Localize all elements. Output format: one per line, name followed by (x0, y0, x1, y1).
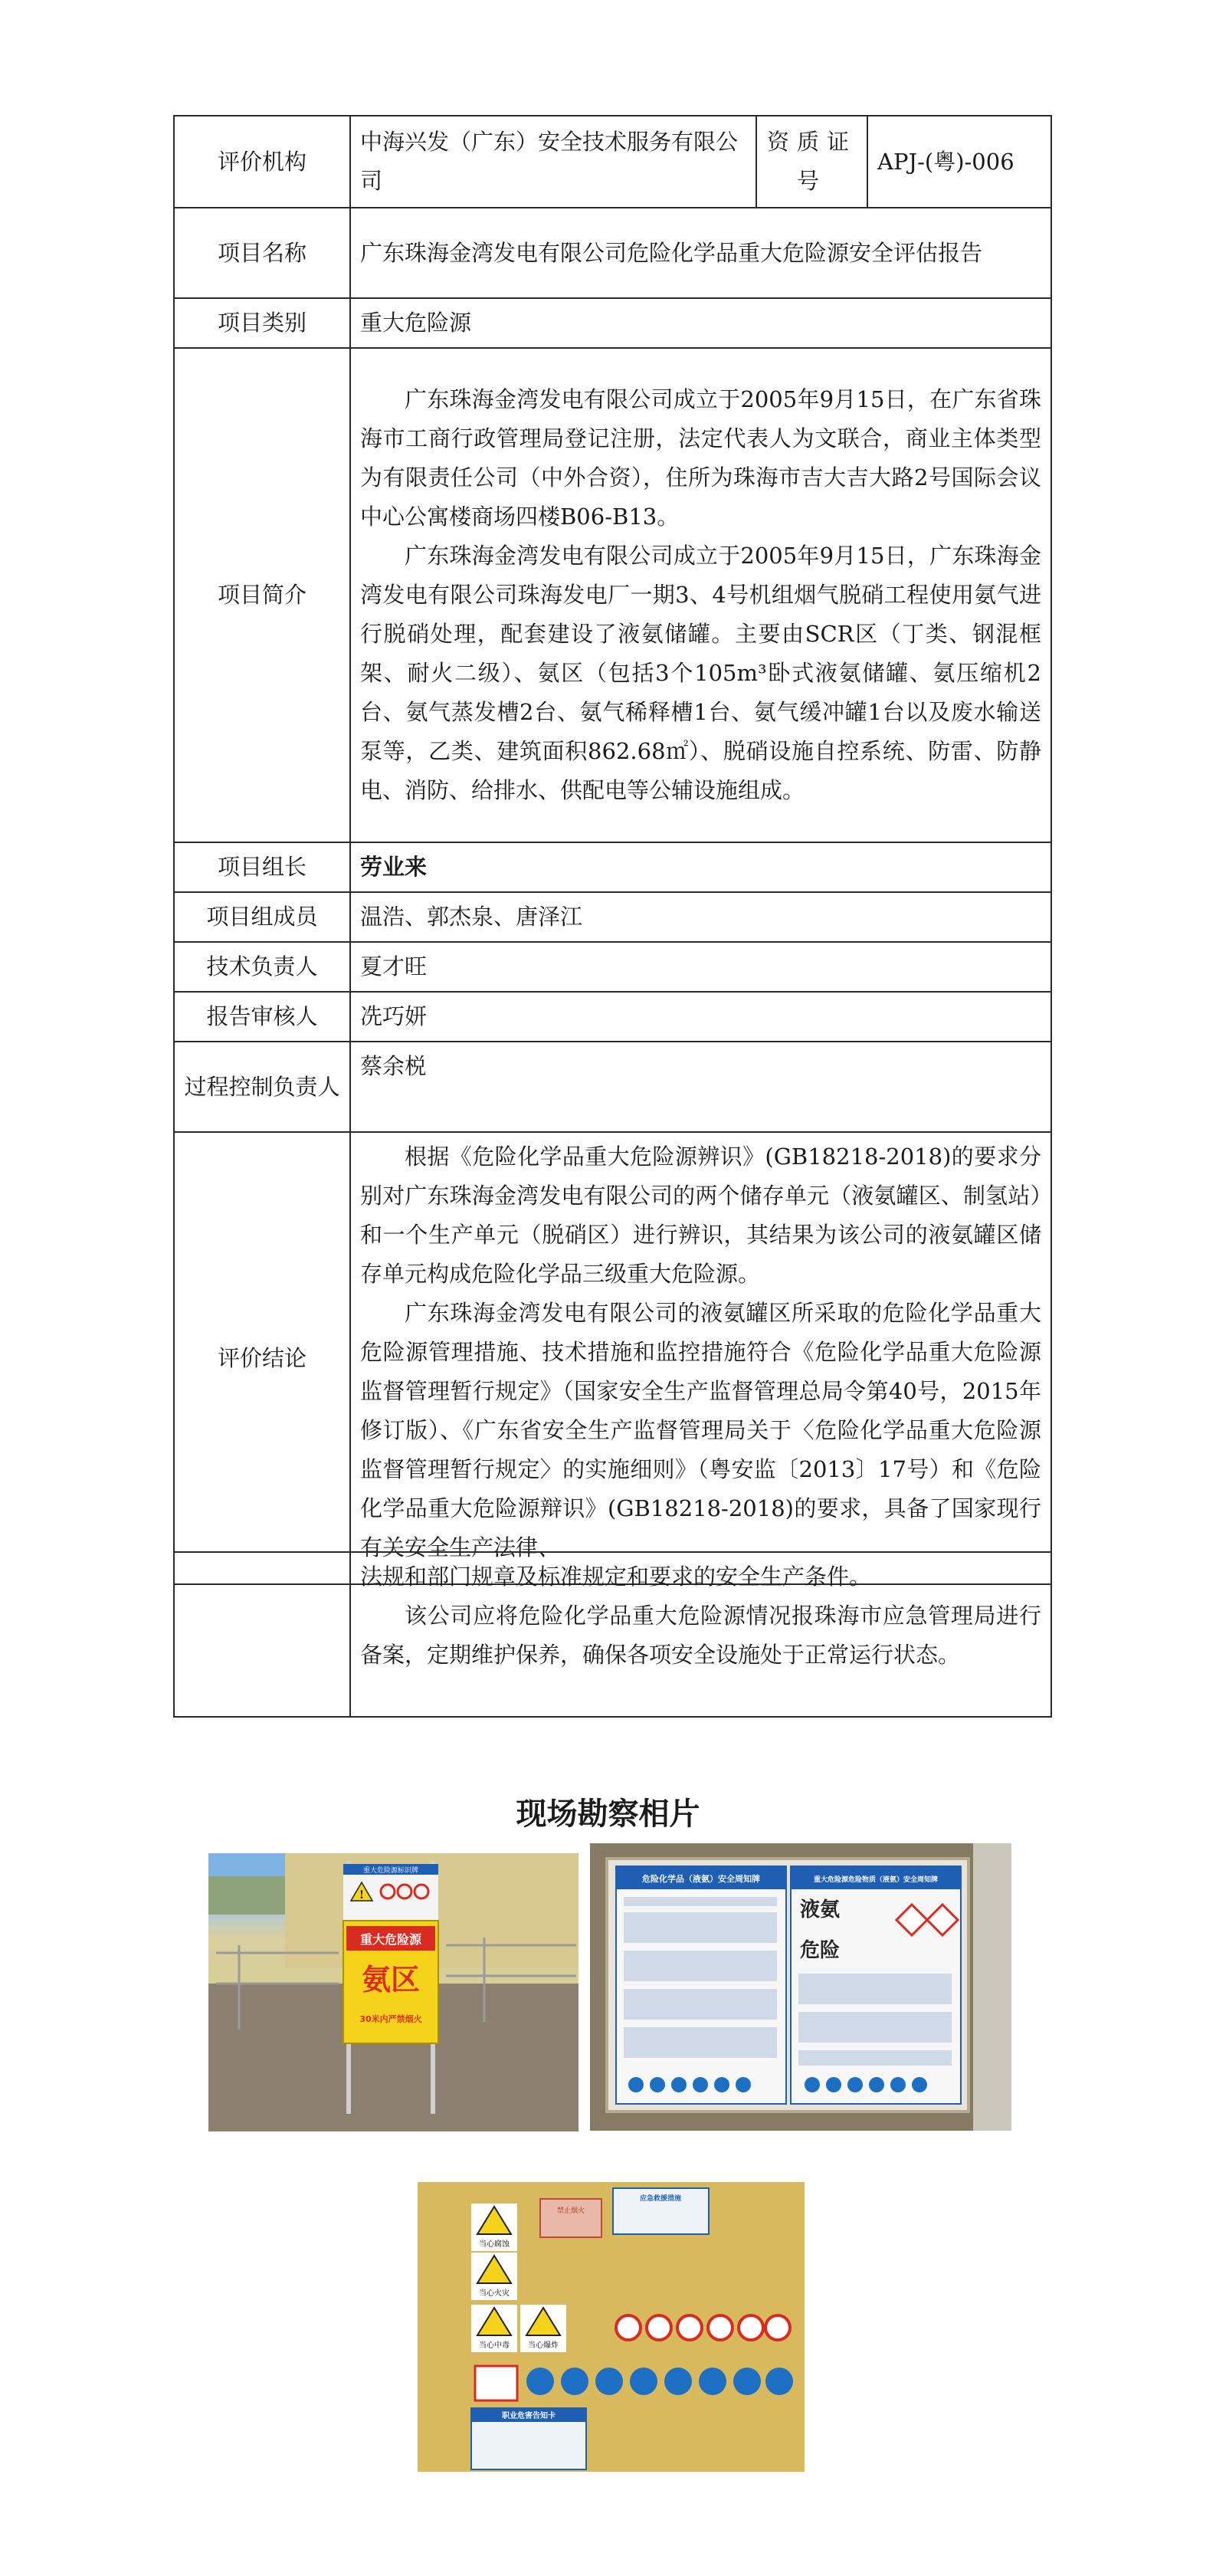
intro-paragraph: 广东珠海金湾发电有限公司成立于2005年9月15日，在广东省珠海市工商行政管理局登记注册，法定代表人为文联合，商业主体类型为有限责任公司（中外合资），住所为珠海市吉大吉大路2号国际会议中心公寓楼商场四楼B06-B13。 (360, 386, 1041, 530)
conclusion-value (350, 1132, 1051, 1584)
conclusion-continued-value (350, 1552, 1051, 1717)
warning-sign-label: 当心腐蚀 (479, 2240, 510, 2249)
photos-heading: 现场勘察相片 (516, 1797, 700, 1832)
hazard-card-title: 职业危害告知卡 (502, 2412, 556, 2420)
sign-title: 重大危险源 (359, 1932, 422, 1947)
table-row (174, 992, 1051, 1042)
leader-label: 项目组长 (174, 842, 350, 892)
project-intro-value (350, 348, 1051, 842)
project-type-label: 项目类别 (174, 298, 350, 348)
right-board-title: 重大危险源危险物质（液氨）安全周知牌 (813, 1876, 939, 1884)
table-row (174, 842, 1051, 892)
warning-sign-label: 当心火灾 (479, 2289, 510, 2298)
left-board-title: 危险化学品（液氨）安全周知牌 (642, 1874, 760, 1884)
table-row (174, 1132, 1051, 1584)
conclusion-continued-table (173, 1551, 1052, 1718)
tech-lead-label: 技术负责人 (174, 942, 350, 992)
conclusion-paragraph: 法规和部门规章及标准规定和要求的安全生产条件。 (360, 1564, 872, 1590)
site-photo-info-boards (590, 1843, 1011, 2131)
table-row (174, 892, 1051, 942)
conclusion-paragraph: 根据《危险化学品重大危险源辨识》(GB18218-2018)的要求分别对广东珠海金湾发电有限公司的两个储存单元（液氨罐区、制氢站）和一个生产单元（脱硝区）进行辨识，其结果为该公司的液氨罐区储存单元构成危险化学品三级重大危险源。 (360, 1144, 1041, 1287)
sign-area: 氨区 (361, 1963, 421, 1997)
sign-note: 30米内严禁烟火 (359, 2014, 422, 2024)
table-row (174, 942, 1051, 992)
site-photo-2-drawing (590, 1843, 1011, 2131)
warning-sign-label: 当心中毒 (479, 2341, 510, 2350)
exclamation-icon: ! (359, 1889, 365, 1902)
members-label: 项目组成员 (174, 892, 350, 942)
leader-value: 劳业来 (350, 842, 1051, 892)
org-label: 评价机构 (174, 116, 350, 208)
site-photo-1-drawing (208, 1853, 579, 2131)
sign-board-title: 重大危险源标识牌 (362, 1867, 419, 1875)
notice-title: 应急救援措施 (639, 2195, 682, 2203)
table-row (174, 116, 1051, 208)
table-row (174, 298, 1051, 348)
assessment-table (173, 115, 1052, 1585)
site-photo-safety-signs (418, 2182, 805, 2472)
members-value: 温浩、郭杰泉、唐泽江 (350, 892, 1051, 942)
conclusion-paragraph: 该公司应将危险化学品重大危险源情况报珠海市应急管理局进行备案，定期维护保养，确保各项安全设施处于正常运行状态。 (360, 1603, 1041, 1668)
chemical-name: 液氨 (799, 1898, 841, 1921)
warning-sign-label: 当心爆炸 (528, 2341, 559, 2350)
table-row (174, 348, 1051, 842)
tech-lead-value: 夏才旺 (350, 942, 1051, 992)
project-intro-label: 项目简介 (174, 348, 350, 842)
process-control-label: 过程控制负责人 (174, 1042, 350, 1132)
table-row (174, 1042, 1051, 1132)
cert-value: APJ-(粤)-006 (867, 116, 1051, 208)
site-photo-ammonia-sign (208, 1853, 579, 2131)
conclusion-paragraph: 广东珠海金湾发电有限公司的液氨罐区所采取的危险化学品重大危险源管理措施、技术措施和监控措施符合《危险化学品重大危险源监督管理暂行规定》（国家安全生产监督管理总局令第40号，2015年修订版）、《广东省安全生产监督管理局关于〈危险化学品重大危险源监督管理暂行规定〉的实施细则》（粤安监〔2013〕17号）和《危险化学品重大危险源辩识》(GB18218-2018)的要求，具备了国家现行有关安全生产法律、 (360, 1300, 1041, 1560)
org-value: 中海兴发（广东）安全技术服务有限公司 (350, 116, 756, 208)
table-row (174, 208, 1051, 298)
red-notice-title: 禁止烟火 (556, 2207, 585, 2215)
site-photo-3-drawing (418, 2182, 805, 2472)
project-type-value: 重大危险源 (350, 298, 1051, 348)
process-control-value: 蔡余棁 (350, 1042, 1051, 1132)
project-name-value: 广东珠海金湾发电有限公司危险化学品重大危险源安全评估报告 (350, 208, 1051, 298)
danger-word: 危险 (799, 1939, 841, 1962)
cert-label: 资质证号 (756, 116, 867, 208)
project-name-label: 项目名称 (174, 208, 350, 298)
conclusion-label: 评价结论 (174, 1132, 350, 1584)
empty-label-cell (174, 1552, 350, 1717)
table-row (174, 1552, 1051, 1717)
reviewer-value: 冼巧妍 (350, 992, 1051, 1042)
intro-paragraph: 广东珠海金湾发电有限公司成立于2005年9月15日，广东珠海金湾发电有限公司珠海发电厂一期3、4号机组烟气脱硝工程使用氨气进行脱硝处理，配套建设了液氨储罐。主要由SCR区（丁类、钢混框架、耐火二级）、氨区（包括3个105m³卧式液氨储罐、氨压缩机2台、氨气蒸发槽2台、氨气稀释槽1台、氨气缓冲罐1台以及废水输送泵等，乙类、建筑面积862.68㎡）、脱硝设施自控系统、防雷、防静电、消防、给排水、供配电等公辅设施组成。 (360, 543, 1041, 803)
reviewer-label: 报告审核人 (174, 992, 350, 1042)
